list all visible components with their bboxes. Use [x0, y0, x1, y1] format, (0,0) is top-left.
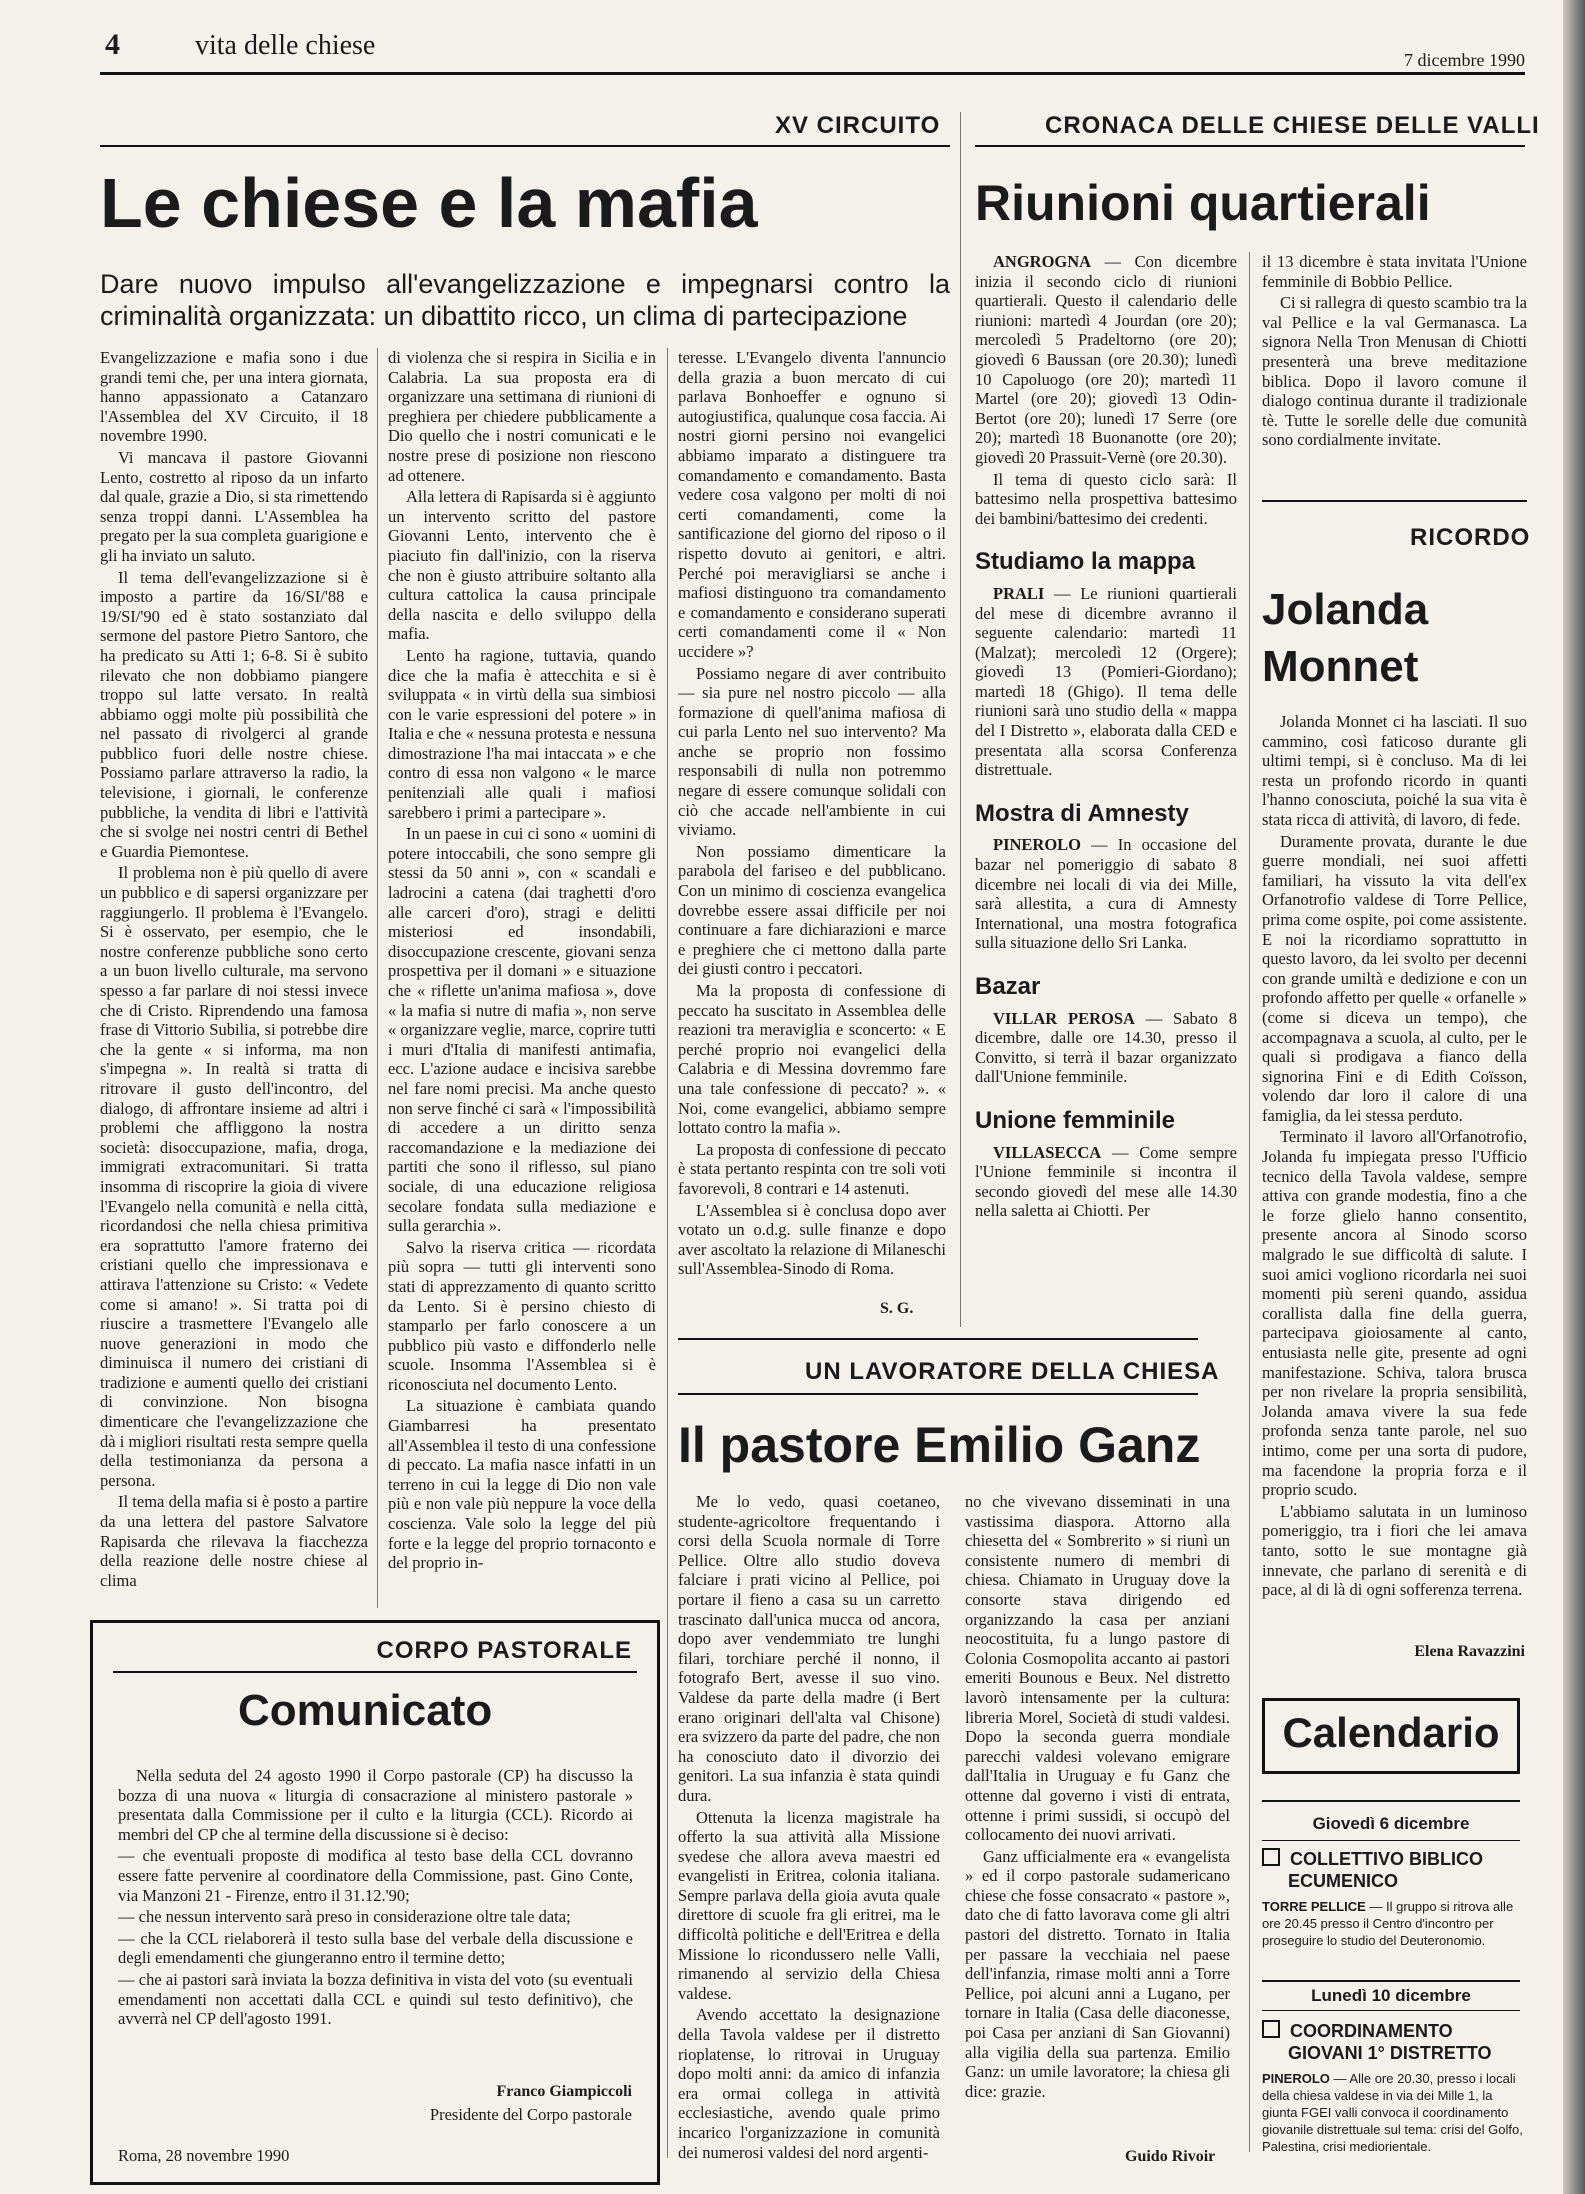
calendar-day-2: Lunedì 10 dicembre — [1311, 1986, 1471, 2005]
main-column-1 — [100, 348, 368, 1618]
section-rule — [100, 145, 950, 147]
ricordo-headline-2: Monnet — [1262, 642, 1419, 691]
header-rule — [100, 72, 1525, 75]
section-label-circuito: XV CIRCUITO — [775, 112, 941, 139]
place-name: ANGROGNA — [993, 252, 1092, 271]
column-divider — [960, 112, 961, 1327]
page-number: 4 — [105, 28, 120, 61]
list-item: — che eventuali proposte di modifica al testo base della CCL dovranno essere fatte pervenire al coordinatore della Commissione, past. Gino Conte, via Manzoni 21 - Firenze, entro il 31.12.'90; — [118, 1846, 633, 1905]
calendario-box — [1262, 1698, 1520, 1774]
section-label-corpo: CORPO PASTORALE — [376, 1637, 632, 1664]
comunicato-signer-role: Presidente del Corpo pastorale — [429, 2105, 632, 2124]
list-item: — che la CCL rielaborerà il testo sulla base del verbale della discussione e degli emendamenti che giungeranno entro il termine detto; — [118, 1928, 633, 1968]
main-column-3 — [678, 348, 946, 1313]
riunioni-column-1 — [975, 252, 1237, 1364]
ganz-signature: Guido Rivoir — [1125, 2148, 1216, 2165]
section-rule — [975, 145, 1525, 147]
section-rule — [113, 1671, 637, 1673]
paragraph: Ganz ufficialmente era « evangelista » ed il corpo pastorale sudamericano chiese che fosse consacrato « pastore », dato che di fatto lavorava come gli altri pastori del distretto. Tornato in Italia per passare la vecchiaia nel paese dell'infanzia, rimase molti anni a Torre Pellice, poi alcuni anni a Lugano, per tornare in Italia (Casa delle diaconesse, poi Casa per anziani di San Giovanni) alla vigilia della sua partenza. Emilio Ganz: un umile lavoratore; la chiesa gli dice: grazie. — [965, 1846, 1230, 2101]
paragraph: L'Assemblea si è conclusa dopo aver votato un o.d.g. sulle finanze e dopo aver ascoltato la relazione di Milaneschi sull'Assemblea-Sinodo di Roma. — [678, 1200, 946, 1279]
paragraph: Non possiamo dimenticare la parabola del fariseo e del pubblicano. Con un minimo di coscienza evangelica dovrebbe essere assai difficile per noi continuare a fare dichiarazioni e marce e preghiere che ci mettono dalla parte dei giusti contro i peccatori. — [678, 841, 946, 979]
paragraph: Terminato il lavoro all'Orfanotrofio, Jolanda fu impiegata presso l'Ufficio tecnico della Tavola valdese, sempre attiva con grande modestia, fino a che le forze glielo hanno consentito, presente ancora al Sinodo scorso malgrado le sue difficoltà di salute. I suoi amici vogliono ricordarla nei suoi momenti più sereni quando, assidua corallista dalla fine della guerra, partecipava gioiosamente al canto, entusiasta nelle gite, presente ad ogni manifestazione. Schiva, talora brusca per non rivelare la propria sensibilità, Jolanda amava vivere la sua fede profonda senza tante parole, nel suo intimo, come per una sorta di pudore, ma facendone la propria forza e il proprio scudo. — [1262, 1127, 1527, 1500]
ricordo-signature: Elena Ravazzini — [1414, 1643, 1525, 1660]
list-item: — che ai pastori sarà inviata la bozza definitiva in vista del voto (su eventuali emendamenti non accettati dalla CCL e quindi sul testo definitivo), che avverrà nel CP dell'agosto 1991. — [118, 1969, 633, 2029]
section-label-ricordo: RICORDO — [1410, 524, 1531, 551]
paragraph: La proposta di confessione di peccato è stata pertanto respinta con tre soli voti favorevoli, 8 contrari e 14 astenuti. — [678, 1139, 946, 1198]
paragraph: Lento ha ragione, tuttavia, quando dice che la mafia è attecchita e si è sviluppata « in virtù della sua simbiosi con le varie espressioni del potere » in Italia e che « nessuna protesta e nessuna dimostrazione l'ha mai intaccata » e che contro di essa non valgono « le marce penitenziali alle quali i mafiosi sarebbero i primi a partecipare ». — [388, 645, 656, 822]
calendar-event-1-text: TORRE PELLICE — Il gruppo si ritrova alle ore 20.45 presso il Centro d'incontro per proseguire lo studio del Deuteronomio. — [1262, 1899, 1514, 1948]
paragraph: di violenza che si respira in Sicilia e in Calabria. La sua proposta era di organizzare una settimana di riunioni di preghiera per chiedere pubblicamente a Dio quello che i nostri comunicati e le nostre prese di posizione non riescono ad ottenere. — [388, 348, 656, 485]
section-label-cronaca: CRONACA DELLE CHIESE DELLE VALLI — [1045, 112, 1540, 139]
paragraph: no che vivevano disseminati in una vastissima diaspora. Attorno alla chiesetta del « Sombrerito » si riunì un consistente numero di membri di chiesa. Chiamato in Uruguay dove la consorte stava dirigendo ed organizzando la casa per anziani neocostituita, fu a lungo pastore di Colonia Cosmopolita accanto ai pastori emeriti Bounous e Beux. Nel distretto lavorò intensamente per la cultura: libreria Morel, Società di studi valdesi. Dopo la seconda guerra mondiale parecchi valdesi volevano emigrare dall'Italia in Uruguay e fu Ganz che ottenne dal governo i visti di entrata, ottenne i primi sussidi, si occupò del collocamento dei nuovi arrivati. — [965, 1492, 1230, 1845]
main-signature: S. G. — [880, 1300, 914, 1317]
comunicato-box — [90, 1620, 660, 2185]
comunicato-headline: Comunicato — [238, 1686, 493, 1735]
paragraph: PRALI — Le riunioni quartierali del mese di dicembre avranno il seguente calendario: martedì 11 (Malzat); mercoledì 12 (Orgere); giovedì 13 (Pomieri-Giordano); martedì 18 (Ghigo). Il tema delle riunioni sarà uno studio della « mappa del I Distretto », elaborata dalla CED e presentata alla scorsa Conferenza distrettuale. — [975, 583, 1237, 780]
paragraph: Nella seduta del 24 agosto 1990 il Corpo pastorale (CP) ha discusso la bozza di una nuova « liturgia di consacrazione al ministero pastorale » presentata dalla Commissione per il culto e la liturgia (CCL). Ricordo ai membri del CP che al termine della discussione si è deciso: — [118, 1766, 633, 1844]
paragraph: Salvo la riserva critica — ricordata più sopra — tutti gli interventi sono stati di apprezzamento di quanto scritto da Lento. Si è persino chiesto di stamparlo per farlo conoscere a un pubblico più vasto e diffonderlo nelle scuole. Insomma l'Assemblea si è riconosciuta nel documento Lento. — [388, 1237, 656, 1394]
paragraph: ANGROGNA — Con dicembre inizia il secondo ciclo di riunioni quartierali. Questo il calendario delle riunioni: martedì 4 Jourdan (ore 20); mercoledì 5 Pradeltorno (ore 20); giovedì 6 Baussan (ore 20.30); lunedì 10 Capoluogo (ore 20); martedì 11 Martel (ore 20); giovedì 13 Odin-Bertot (ore 20); lunedì 17 Serre (ore 20); martedì 18 Buonanotte (ore 20); giovedì 20 Prassuit-Vernè (ore 20.30). — [975, 252, 1237, 467]
calendar-day-1: Giovedì 6 dicembre — [1312, 1814, 1470, 1833]
paragraph: Jolanda Monnet ci ha lasciati. Il suo cammino, così faticoso durante gli ultimi tempi, si è concluso. Ma di lei resta un profondo ricordo in quanti l'hanno conosciuta, poiché la sua vita è stata ricca di attività, di lavoro, di fede. — [1262, 712, 1527, 829]
paragraph: Vi mancava il pastore Giovanni Lento, costretto al riposo da un infarto dal quale, grazie a Dio, si sta rimettendo senza troppi danni. L'Assemblea ha pregato per la sua completa guarigione e gli ha inviato un saluto. — [100, 447, 368, 565]
subhead-amnesty: Mostra di Amnesty — [975, 799, 1189, 827]
paragraph: il 13 dicembre è stata invitata l'Unione femminile di Bobbio Pellice. — [1262, 252, 1527, 291]
ricordo-column — [1262, 712, 1527, 1632]
subhead-unione: Unione femminile — [975, 1106, 1176, 1134]
paragraph: Il problema non è più quello di avere un pubblico e di sapersi organizzare per raggiungerlo. Il problema è l'Evangelo. Si è osservato, per esempio, che le nostre conferenze pubbliche sono certo a un buon livello culturale, ma servono spesso a far parlare di noi stessi invece che di Cristo. Riprendendo una famosa frase di Vittorio Subilia, si potrebbe dire che la gente « si informa, ma non s'impegna ». In realtà si tratta di ritrovare il gusto dell'incontro, del dialogo, di affrontare insieme ad altri i problemi che affliggono la nostra società: disoccupazione, mafia, droga, immigrati extracomunitari. Si tratta insomma di riscoprire la gioia di vivere l'Evangelo nella comunità e nella città, ricordandosi che nella chiesa primitiva era soprattutto l'amore fraterno dei cristiani quello che impressionava e attirava l'attenzione su Cristo: « Vedete come si amano! ». Si tratta poi di riuscire a trasmettere l'Evangelo alle nuove generazioni in modo che diminuisca il numero dei cristiani di tradizione e aumenti quello dei cristiani di convinzione. Non bisogna dimenticare che l'evangelizzazione che dà i migliori risultati resta sempre quella della testimonianza da persona a persona. — [100, 863, 368, 1490]
calendar-event-2-text: PINEROLO — Alle ore 20.30, presso i locali della chiesa valdese in via dei Mille 1, la giunta FGEI valli convoca il coordinamento giovanile distrettuale sul tema: crisi del Golfo, Palestina, crisi mediorientale. — [1262, 2071, 1523, 2154]
main-headline: Le chiese e la mafia — [100, 164, 758, 242]
subhead-bazar: Bazar — [975, 973, 1041, 1000]
paragraph: Avendo accettato la designazione della Tavola valdese per il distretto rioplatense, lo ritrovai in Uruguay dopo molti anni: da amico di infanzia era ormai collega in attività ecclesiastiche, avendo quale primo incarico l'organizzazione in comunità dei numerosi valdesi del nord argenti- — [678, 2005, 940, 2162]
ganz-column-1 — [678, 1492, 940, 2162]
calendar-rule — [1262, 2010, 1520, 2011]
ganz-column-2 — [965, 1492, 1230, 2132]
riunioni-column-2 — [1262, 252, 1527, 487]
paragraph: Possiamo negare di aver contribuito — sia pure nel nostro piccolo — alla formazione di quell'anima mafiosa di cui parla Lento nel suo intervento? Ma anche se proprio non fossimo responsabili di nulla non potremmo negare di essere comunque solidali con ciò che accade nell'ambiente in cui viviamo. — [678, 663, 946, 840]
page-edge-shadow — [1563, 0, 1585, 2194]
checkbox-icon — [1262, 1848, 1280, 1866]
comunicato-place-date: Roma, 28 novembre 1990 — [118, 2146, 290, 2165]
subhead-studiamo: Studiamo la mappa — [975, 548, 1196, 576]
newspaper-title: vita delle chiese — [195, 30, 376, 61]
paragraph: In un paese in cui ci sono « uomini di potere intoccabili, che sono sempre gli stessi da 50 anni », con « scandali e ladrocini a catena (dai traghetti d'oro alle carceri d'oro), stragi e delitti misteriosi ed insondabili, disoccupazione crescente, giovani senza prospettiva per il domani » e situazione che « riflette un'anima mafiosa », dove « la mafia si nutre di mafia », non serve « organizzare veglie, marce, coprire tutti i muri d'Italia di manifesti antimafia, ecc. L'azione audace e incisiva sarebbe nel fare nomi precisi. Ma anche questo non serve finché ci sarà « l'impossibilità di accedere a un diritto senza raccomandazione e la mediazione dei partiti che sono il riflesso, sul piano sociale, di una educazione religiosa secolare fondata sulla mediazione e sulla gerarchia ». — [388, 824, 656, 1236]
section-rule — [678, 1393, 1198, 1395]
paragraph: Alla lettera di Rapisarda si è aggiunto un intervento scritto del pastore Giovanni Lento, intervento che è piaciuto fin dall'inizio, con la riserva che non è giusto attribuire soltanto alla cultura cattolica la causa principale della nascita e dello sviluppo della mafia. — [388, 487, 656, 644]
calendario-title: Calendario — [1282, 1709, 1500, 1756]
comunicato-signer: Franco Giampiccoli — [496, 2083, 632, 2100]
paragraph: Ottenuta la licenza magistrale ha offerto la sua attività alla Missione svedese che allora aveva maestri ed evangelisti in Eritrea, colonia italiana. Sempre parlava della gioia avuta quale direttore di scuole fra gli eritrei, ma le difficoltà politiche e dell'Eritrea e della Missione lo ricondussero nelle Valli, rimanendo al servizio della Chiesa valdese. — [678, 1807, 940, 2003]
calendar-rule — [1262, 1840, 1520, 1841]
paragraph: Me lo vedo, quasi coetaneo, studente-agricoltore frequentando i corsi della Scuola normale di Torre Pellice. Oltre allo studio doveva falciare i prati vicino al Pellice, poi portare il fieno a casa su un carretto trascinato dall'unica mucca od ancora, dopo aver vendemmiato tre lunghi filari, torchiare perché il nonno, il fotografo Bert, avesse il suo vino. Valdese da parte della madre (i Bert erano originari dell'alta val Chisone) era svizzero da parte del padre, che non ha conosciuto dato il divorzio dei genitori. La sua infanzia è stata quindi dura. — [678, 1492, 940, 1805]
paragraph: Il tema dell'evangelizzazione si è imposto a partire da 16/SI/'88 e 19/SI/'90 ed è stato sostanziato dal sermone del pastore Pietro Santoro, che ha predicato su Atti 1; 6-8. Si è subito rilevato che non dobbiamo piangere troppo sul latte versato. In realtà abbiamo oggi molte più possibilità che nel passato di rivolgerci al grande pubblico fuori delle nostre chiese. Possiamo parlare attraverso la radio, la televisione, i giornali, le conferenze pubbliche, la vendita di libri e l'attività che si svolge nei nostri centri di Bethel e Guardia Piemontese. — [100, 567, 368, 861]
calendar-rule — [1262, 1980, 1520, 1982]
column-divider — [377, 348, 378, 1608]
main-column-2 — [388, 348, 656, 1618]
main-lead: Dare nuovo impulso all'evangelizzazione e impegnarsi contro la criminalità organizzata: un dibattito ricco, un clima di partecipazione — [100, 269, 950, 331]
paragraph: Ma la proposta di confessione di peccato ha suscitato in Assemblea delle reazioni tra meraviglia e sconcerto: « E perché proprio noi evangelici della Calabria e di Messina dovremmo fare una tale confessione di peccato? ». « Noi, come evangelici, abbiamo sempre lottato contro la mafia ». — [678, 981, 946, 1138]
paragraph: PINEROLO — In occasione del bazar nel pomeriggio di sabato 8 dicembre nei locali di via dei Mille, sarà allestita, a cura di Amnesty International, una mostra fotografica sulla situazione dello Sri Lanka. — [975, 835, 1237, 953]
calendar-event-2-title: COORDINAMENTO GIOVANI 1° DISTRETTO — [1262, 2020, 1527, 2064]
calendar-event-1-title: COLLETTIVO BIBLICO ECUMENICO — [1262, 1848, 1527, 1892]
column-divider — [667, 348, 668, 2158]
paragraph: Il tema della mafia si è posto a partire da una lettera del pastore Salvatore Rapisarda che rilevava la fiacchezza della reazione delle nostre chiese al clima — [100, 1492, 368, 1590]
list-item: — che nessun intervento sarà preso in considerazione oltre tale data; — [118, 1907, 571, 1927]
paragraph: L'abbiamo salutata in un luminoso pomeriggio, tra i fiori che lei amava tanto, sotto le sue montagne già innevate, che parlano di serenità e di pace, al di là di ogni sofferenza terrena. — [1262, 1501, 1527, 1600]
ganz-headline: Il pastore Emilio Ganz — [678, 1417, 1201, 1473]
paragraph: Ci si rallegra di questo scambio tra la val Pellice e la val Germanasca. La signora Nella Tron Menusan di Chiotti presenterà una breve meditazione biblica. Dopo il lavoro comune il dialogo continua durante il tradizionale tè. Tutte le sorelle delle due comunità sono cordialmente invitate. — [1262, 293, 1527, 450]
ricordo-rule — [1262, 500, 1527, 502]
paragraph: La situazione è cambiata quando Giambarresi ha presentato all'Assemblea il testo di una confessione di peccato. La mafia nasce infatti in un terreno in cui la legge di Dio non vale più e non vale più neppure la voce della coscienza. Vale solo la legge del più forte e la legge del proprio tornaconto e del proprio in- — [388, 1396, 656, 1573]
calendar-rule — [1262, 1800, 1520, 1802]
checkbox-icon — [1262, 2020, 1280, 2038]
paragraph: VILLAR PEROSA — Sabato 8 dicembre, dalle ore 14.30, presso il Convitto, si terrà il bazar organizzato dall'Unione femminile. — [975, 1008, 1237, 1087]
section-rule — [678, 1338, 1198, 1340]
paragraph: Duramente provata, durante le due guerre mondiali, nei suoi affetti familiari, ha vissuto la vita dell'ex Orfanotrofio valdese di Torre Pellice, prima come ospite, poi come assistente. E noi la ricordiamo soprattutto in questo lavoro, da lei svolto per decenni con grande umiltà e dedizione e con un profondo affetto per quelle « orfanelle » (come si diceva un tempo), che accompagnava a scuola, al culto, per le quali si prodigava a fianco della signorina Fini e di Edith Coïsson, volendo dar loro il calore di una famiglia, da lei stessa perduto. — [1262, 831, 1527, 1125]
paragraph: VILLASECCA — Come sempre l'Unione femminile si incontra il secondo giovedì del mese alle 14.30 nella saletta ai Chiotti. Per — [975, 1142, 1237, 1221]
paragraph: Evangelizzazione e mafia sono i due grandi temi che, per una intera giornata, hanno appassionato a Catanzaro l'Assemblea del XV Circuito, il 18 novembre 1990. — [100, 348, 368, 446]
issue-date: 7 dicembre 1990 — [1404, 50, 1525, 70]
paragraph: Il tema di questo ciclo sarà: Il battesimo nella prospettiva battesimo dei bambini/battesimo dei credenti. — [975, 469, 1237, 528]
paragraph: teresse. L'Evangelo diventa l'annuncio della grazia a buon mercato di cui parlava Bonhoeffer e ognuno si autogiustifica, qualunque cosa faccia. Ai nostri giorni persino noi evangelici abbiamo imparato a distinguere tra comandamento e comandamento. Basta vedere cosa valgono per molti di noi certi comandamenti, come la santificazione del giorno del riposo o il rispetto dovuto ai genitori, e altri. Perché poi meravigliarsi se anche i mafiosi distinguono tra comandamento e comandamento e considerano superati certi comandamenti come il « Non uccidere »? — [678, 348, 946, 661]
section-label-lavoratore: UN LAVORATORE DELLA CHIESA — [805, 1358, 1220, 1385]
column-divider — [1249, 252, 1250, 2152]
ricordo-headline-1: Jolanda — [1262, 585, 1429, 634]
riunioni-headline: Riunioni quartierali — [975, 175, 1431, 231]
